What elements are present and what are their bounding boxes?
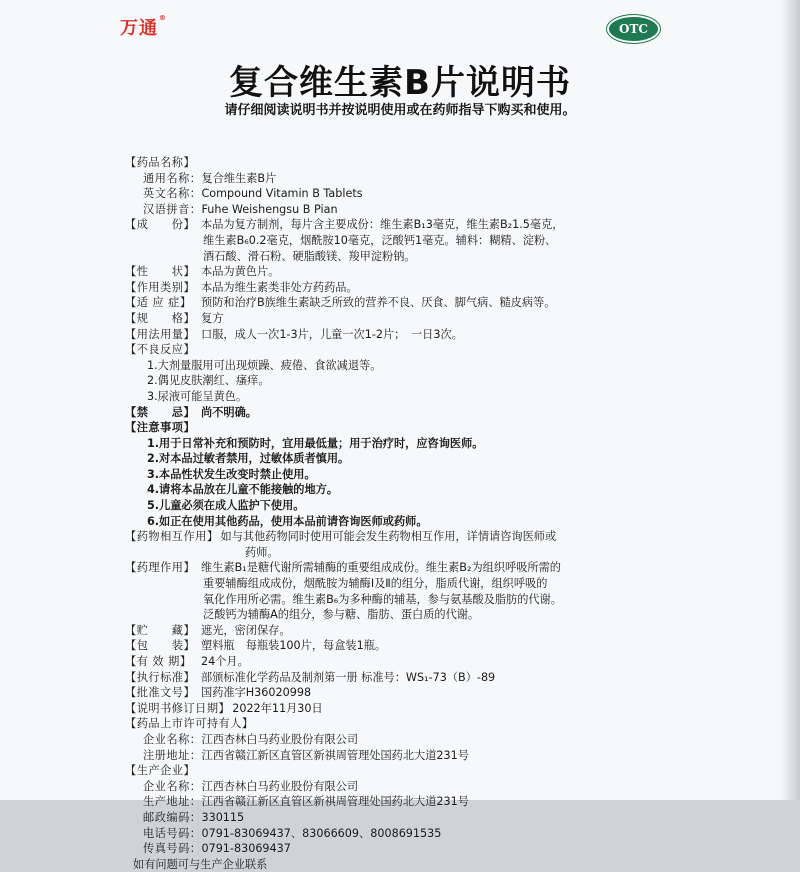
pharmacology-line4: 泛酸钙为辅酶A的组分，参与糖、脂肪、蛋白质的代谢。 xyxy=(203,608,480,622)
contraindications-row: 【禁 忌】 尚不明确。 xyxy=(125,405,257,419)
precautions-heading: 【注意事项】 xyxy=(125,421,196,435)
adverse-heading: 【不良反应】 xyxy=(125,343,196,357)
fax-row: 传真号码： 0791-83069437 xyxy=(143,842,291,856)
approval-row: 【批准文号】 国药准字H36020998 xyxy=(125,686,312,700)
interactions-line2: 药师。 xyxy=(245,545,279,559)
drug-name-heading: 【药品名称】 xyxy=(125,156,196,169)
dosage-row: 【用法用量】 口服，成人一次1-3片，儿童一次1-2片； 一日3次。 xyxy=(125,327,463,341)
leaflet-content xyxy=(125,155,685,872)
adverse-item: 2.偶见皮肤潮红、瘙痒。 xyxy=(147,374,270,388)
precaution-item: 4.请将本品放在儿童不能接触的地方。 xyxy=(147,483,339,497)
pharmacology-line3: 氧化作用所必需。维生素B₆为多种酶的辅基，参与氨基酸及脂肪的代谢。 xyxy=(203,592,562,606)
common-name-row: 通用名称： 复合维生素B片 xyxy=(143,171,277,185)
interactions-row: 【药物相互作用】 如与其他药物同时使用可能会发生药物相互作用，详情请咨询医师或 xyxy=(125,530,557,544)
storage-row: 【贮 藏】 遮光，密闭保存。 xyxy=(125,623,291,637)
validity-row: 【有 效 期】 24个月。 xyxy=(125,655,249,668)
pinyin-name-row: 汉语拼音： Fuhe Weishengsu B Pian xyxy=(143,202,338,216)
english-name-row: 英文名称： Compound Vitamin B Tablets xyxy=(143,187,363,201)
precaution-item: 2.对本品过敏者禁用，过敏体质者慎用。 xyxy=(147,452,350,466)
holder-heading: 【药品上市许可持有人】 xyxy=(125,717,254,731)
brand-logo: 万通® xyxy=(120,14,167,39)
phone-row: 电话号码： 0791-83069437、83066609、8008691535 xyxy=(143,826,442,840)
revision-row: 【说明书修订日期】 2022年11月30日 xyxy=(125,701,323,715)
adverse-item: 3.尿液可能呈黄色。 xyxy=(147,389,248,403)
precaution-item: 5.儿童必须在成人监护下使用。 xyxy=(147,499,305,513)
spec-row: 【规 格】 复方 xyxy=(125,311,224,325)
otc-badge: OTC xyxy=(607,15,660,43)
manufacturer-name-row: 企业名称： 江西杏林白马药业股份有限公司 xyxy=(143,779,359,793)
ingredients-line3: 酒石酸、滑石粉、硬脂酸镁、羧甲淀粉钠。 xyxy=(203,249,416,263)
contact-note: 如有问题可与生产企业联系 xyxy=(133,857,268,871)
indications-row: 【适 应 症】 预防和治疗B族维生素缺乏所致的营养不良、厌食、脚气病、糙皮病等。 xyxy=(125,296,556,310)
packaging-row: 【包 装】 塑料瓶 每瓶装100片，每盒装1瓶。 xyxy=(125,639,387,653)
holder-address-row: 注册地址： 江西省赣江新区直管区新祺周管理处国药北大道231号 xyxy=(143,748,469,762)
pharmacology-row: 【药理作用】 维生素B₁是糖代谢所需辅酶的重要组成成份。维生素B₂为组织呼吸所需的 xyxy=(125,561,561,575)
adverse-item: 1.大剂量服用可出现烦躁、疲倦、食欲减退等。 xyxy=(147,358,382,372)
holder-name-row: 企业名称： 江西杏林白马药业股份有限公司 xyxy=(143,732,359,746)
precaution-item: 3.本品性状发生改变时禁止使用。 xyxy=(147,467,316,481)
page-subtitle: 请仔细阅读说明书并按说明使用或在药师指导下购买和使用。 xyxy=(224,103,576,118)
appearance-row: 【性 状】 本品为黄色片。 xyxy=(125,265,280,279)
category-row: 【作用类别】 本品为维生素类非处方药药品。 xyxy=(125,280,358,294)
ingredients-row: 【成 份】 本品为复方制剂，每片含主要成份：维生素B₁3毫克，维生素B₂1.5毫克， xyxy=(125,218,564,232)
ingredients-line2: 维生素B₆0.2毫克，烟酰胺10毫克，泛酸钙1毫克。辅料：糊精、淀粉、 xyxy=(203,233,557,247)
page-title: 复合维生素B片说明书 xyxy=(229,63,571,103)
postal-code-row: 邮政编码： 330115 xyxy=(143,810,245,824)
pharmacology-line2: 重要辅酶组成成份，烟酰胺为辅酶Ⅰ及Ⅱ的组分，脂质代谢，组织呼吸的 xyxy=(203,577,548,591)
precaution-item: 1.用于日常补充和预防时，宜用最低量；用于治疗时，应咨询医师。 xyxy=(147,436,484,450)
standard-row: 【执行标准】 部颁标准化学药品及制剂第一册 标准号：WS₁-73（B）-89 xyxy=(125,670,496,684)
page-edge-shadow xyxy=(780,0,800,800)
manufacturer-address-row: 生产地址： 江西省赣江新区直管区新祺周管理处国药北大道231号 xyxy=(143,795,469,809)
manufacturer-heading: 【生产企业】 xyxy=(125,764,196,778)
precaution-item: 6.如正在使用其他药品，使用本品前请咨询医师或药师。 xyxy=(147,514,428,528)
